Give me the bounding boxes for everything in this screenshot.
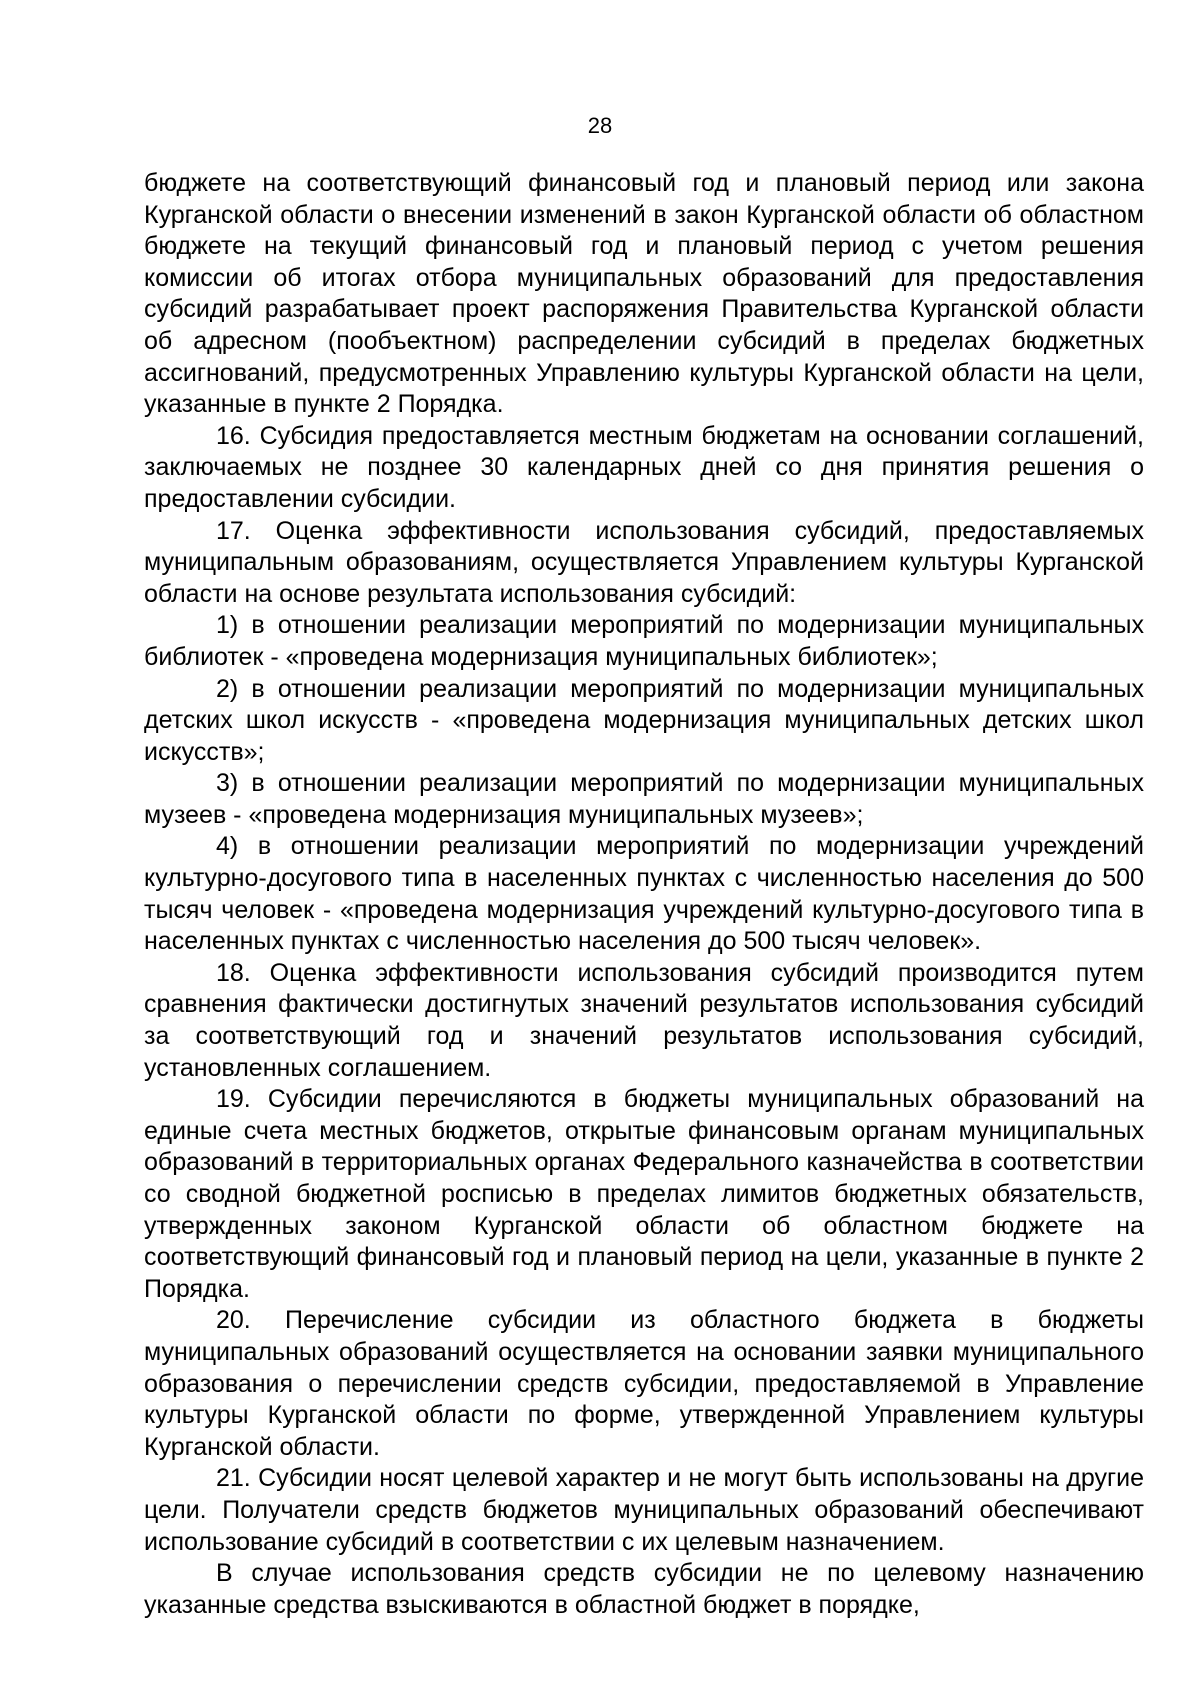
paragraph-17: 17. Оценка эффективности использования субсидий, предоставляемых муниципальным образованиям, осуществляется Управлением культуры Курганской области на основе результата использования субсидий: [144, 516, 1144, 608]
paragraph-continuation: бюджете на соответствующий финансовый год и плановый период или закона Курганской области о внесении изменений в закон Курганской области об областном бюджете на текущий финансовый год и плановый период с учетом решения комиссии об итогах отбора муниципальных образований для предоставления субсидий разрабатывает проект распоряжения Правительства Курганской области об адресном (пообъектном) распределении субсидий в пределах бюджетных ассигнований, предусмотренных Управлению культуры Курганской области на цели, указанные в пункте 2 Порядка. [144, 169, 1144, 419]
list-item-3: 3) в отношении реализации мероприятий по модернизации муниципальных музеев - «проведена модернизация муниципальных музеев»; [144, 769, 1144, 829]
paragraph-20: 20. Перечисление субсидии из областного бюджета в бюджеты муниципальных образований осуществляется на основании заявки муниципального образования о перечислении средств субсидии, предоставляемой в Управление культуры Курганской области по форме, утвержденной Управлением культуры Курганской области. [144, 1306, 1144, 1461]
page-number: 28 [587, 113, 613, 138]
paragraph-misuse: В случае использования средств субсидии не по целевому назначению указанные средства взыскиваются в областной бюджет в порядке, [144, 1559, 1144, 1619]
document-body [144, 168, 1144, 1621]
list-item-1: 1) в отношении реализации мероприятий по модернизации муниципальных библиотек - «проведена модернизация муниципальных библиотек»; [144, 611, 1144, 671]
paragraph-18: 18. Оценка эффективности использования субсидий производится путем сравнения фактически достигнутых значений результатов использования субсидий за соответствующий год и значений результатов использования субсидий, установленных соглашением. [144, 958, 1144, 1082]
paragraph-21: 21. Субсидии носят целевой характер и не могут быть использованы на другие цели. Получатели средств бюджетов муниципальных образований обеспечивают использование субсидий в соответствии с их целевым назначением. [144, 1464, 1144, 1556]
paragraph-16: 16. Субсидия предоставляется местным бюджетам на основании соглашений, заключаемых не позднее 30 календарных дней со дня принятия решения о предоставлении субсидии. [144, 421, 1144, 513]
list-item-2: 2) в отношении реализации мероприятий по модернизации муниципальных детских школ искусств - «проведена модернизация муниципальных детских школ искусств»; [144, 674, 1144, 766]
list-item-4: 4) в отношении реализации мероприятий по модернизации учреждений культурно-досугового типа в населенных пунктах с численностью населения до 500 тысяч человек - «проведена модернизация учреждений культурно-досугового типа в населенных пунктах с численностью населения до 500 тысяч человек». [144, 832, 1144, 956]
paragraph-19: 19. Субсидии перечисляются в бюджеты муниципальных образований на единые счета местных бюджетов, открытые финансовым органам муниципальных образований в территориальных органах Федерального казначейства в соответствии со сводной бюджетной росписью в пределах лимитов бюджетных обязательств, утвержденных законом Курганской области об областном бюджете на соответствующий финансовый год и плановый период на цели, указанные в пункте 2 Порядка. [144, 1085, 1144, 1303]
